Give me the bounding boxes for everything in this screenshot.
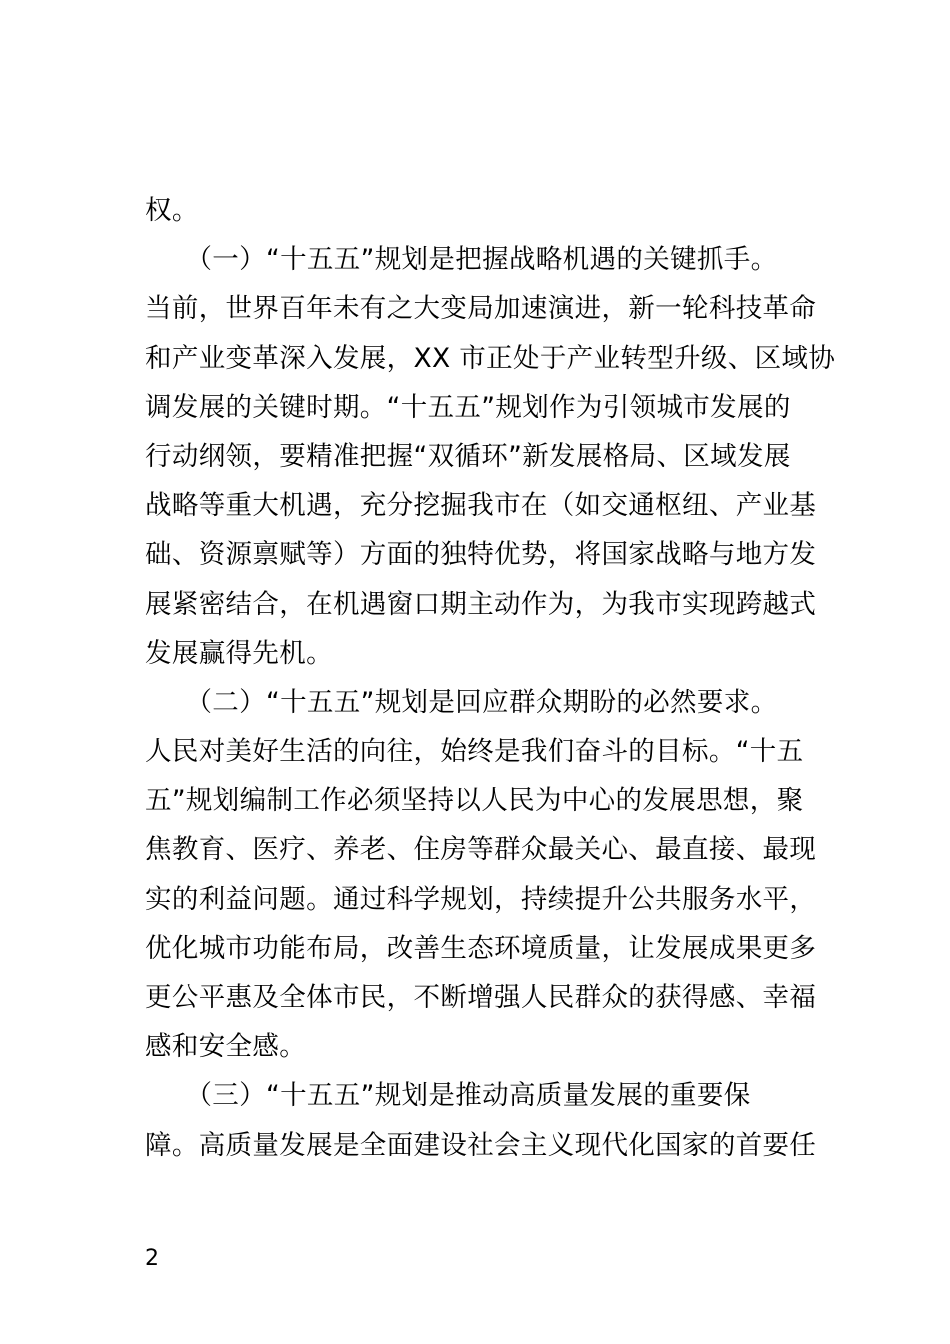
text-line: 实的利益问题。通过科学规划，持续提升公共服务水平， (145, 883, 817, 915)
text-line: 优化城市功能布局，改善生态环境质量，让发展成果更多 (145, 932, 817, 964)
text-line: 当前，世界百年未有之大变局加速演进，新一轮科技革命 (145, 293, 817, 325)
page-number: 2 (145, 1246, 159, 1271)
text-line: 人民对美好生活的向往，始终是我们奋斗的目标。“十五 (145, 736, 804, 768)
text-line: 战略等重大机遇，充分挖掘我市在（如交通枢纽、产业基 (145, 490, 817, 522)
text-line: 发展赢得先机。 (145, 637, 333, 669)
body-text (145, 186, 836, 1170)
text-line: 和产业变革深入发展，XX 市正处于产业转型升级、区域协 (145, 342, 836, 374)
text-line: 展紧密结合，在机遇窗口期主动作为，为我市实现跨越式 (145, 588, 817, 620)
text-line: 障。高质量发展是全面建设社会主义现代化国家的首要任 (145, 1129, 817, 1161)
text-line: 焦教育、医疗、养老、住房等群众最关心、最直接、最现 (145, 834, 817, 866)
text-line: 感和安全感。 (145, 1031, 307, 1063)
section-heading-3: （三）“十五五”规划是推动高质量发展的重要保 (145, 1080, 751, 1112)
text-line: 五”规划编制工作必须坚持以人民为中心的发展思想，聚 (145, 785, 804, 817)
text-line: 权。 (145, 195, 199, 226)
section-heading-2: （二）“十五五”规划是回应群众期盼的必然要求。 (145, 686, 778, 718)
text-line: 调发展的关键时期。“十五五”规划作为引领城市发展的 (145, 391, 791, 423)
text-line: 础、资源禀赋等）方面的独特优势，将国家战略与地方发 (145, 539, 817, 571)
text-line: 更公平惠及全体市民，不断增强人民群众的获得感、幸福 (145, 982, 817, 1013)
section-heading-1: （一）“十五五”规划是把握战略机遇的关键抓手。 (145, 244, 778, 276)
text-line: 行动纲领，要精准把握“双循环”新发展格局、区域发展 (145, 440, 791, 472)
